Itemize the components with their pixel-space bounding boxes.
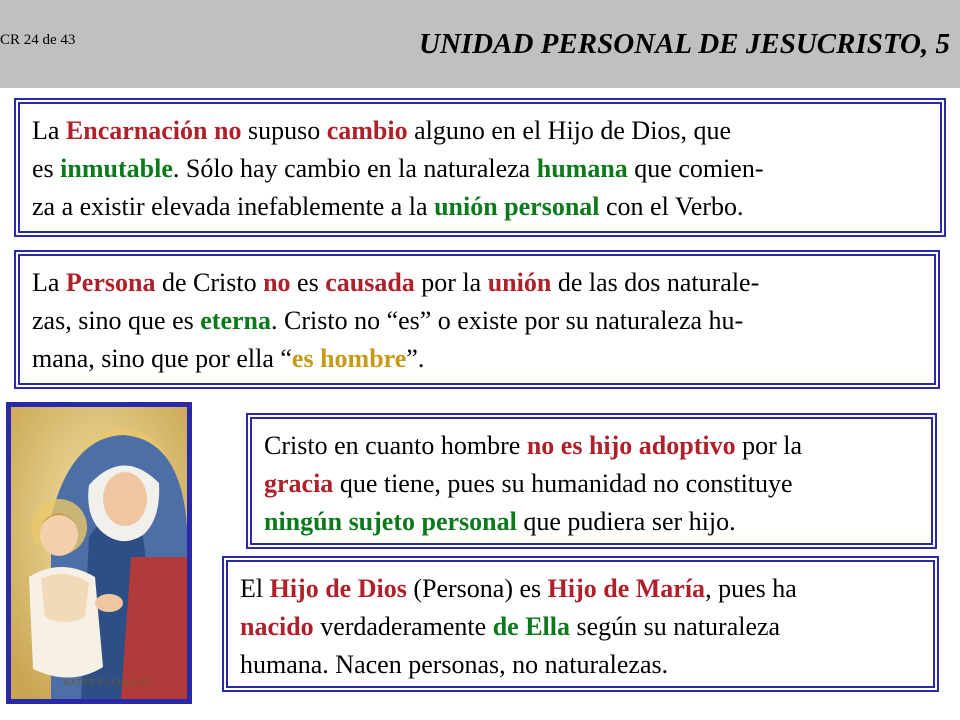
highlight-es-hombre: es hombre: [291, 344, 407, 373]
highlight-hijo-de-maria: Hijo de María: [547, 574, 706, 603]
text-segment: por la: [414, 268, 488, 297]
highlight-union-personal: unión personal: [434, 192, 600, 221]
highlight-persona: Persona: [65, 268, 156, 297]
text-segment: , pues ha: [705, 574, 797, 603]
text-line: [32, 112, 940, 150]
text-segment: que tiene, pues su humanidad no constituye: [333, 469, 793, 498]
highlight-encarnacion-no: Encarnación no: [65, 116, 242, 145]
highlight-causada: causada: [325, 268, 415, 297]
slide-counter: CR 24 de 43: [0, 32, 76, 48]
slide-header: [0, 0, 960, 88]
text-segment: . Cristo no “es” o existe por su naturaleza hu-: [271, 306, 744, 335]
text-segment: según su naturaleza: [570, 612, 781, 641]
text-line: [240, 646, 933, 684]
text-line: [32, 340, 934, 378]
text-segment: mana, sino que por ella “: [32, 344, 292, 373]
text-line: [32, 150, 940, 188]
text-line: [32, 302, 934, 340]
highlight-humana: humana: [536, 154, 628, 183]
text-box-hijo-adoptivo: [246, 413, 937, 549]
madonna-child-illustration: [11, 407, 187, 699]
text-segment: verdaderamente: [313, 612, 493, 641]
highlight-no: no: [263, 268, 291, 297]
highlight-nacido: nacido: [240, 612, 314, 641]
text-line: [264, 427, 931, 465]
highlight-eterna: eterna: [200, 306, 271, 335]
text-line: [264, 465, 931, 503]
text-segment: alguno en el Hijo de Dios, que: [407, 116, 732, 145]
highlight-union: unión: [487, 268, 552, 297]
highlight-inmutable: inmutable: [60, 154, 173, 183]
text-segment: que pudiera ser hijo.: [516, 507, 736, 536]
madonna-child-image: [6, 402, 192, 704]
text-box-encarnacion: [14, 98, 946, 237]
text-segment: es: [290, 268, 326, 297]
highlight-cambio: cambio: [326, 116, 408, 145]
text-segment: zas, sino que es: [32, 306, 201, 335]
highlight-no-es-hijo-adoptivo: no es hijo adoptivo: [526, 431, 736, 460]
highlight-ningun-sujeto-personal: ningún sujeto personal: [264, 507, 517, 536]
text-segment: es: [32, 154, 61, 183]
text-segment: por la: [735, 431, 803, 460]
text-segment: za a existir elevada inefablemente a la: [32, 192, 435, 221]
text-segment: ”.: [406, 344, 425, 373]
text-line: [32, 264, 934, 302]
text-line: [240, 570, 933, 608]
text-segment: que comien-: [627, 154, 764, 183]
text-segment: La: [32, 268, 66, 297]
highlight-gracia: gracia: [264, 469, 334, 498]
text-segment: . Sólo hay cambio en la naturaleza: [172, 154, 537, 183]
text-segment: El: [240, 574, 270, 603]
image-caption: MATER ECCLESIAE: [63, 678, 153, 687]
text-line: [240, 608, 933, 646]
text-segment: La: [32, 116, 66, 145]
text-segment: supuso: [241, 116, 327, 145]
text-segment: de las dos naturale-: [551, 268, 760, 297]
highlight-hijo-de-dios: Hijo de Dios: [269, 574, 407, 603]
text-segment: humana. Nacen personas, no naturalezas.: [240, 650, 669, 679]
text-box-persona: [14, 250, 940, 389]
text-segment: Cristo en cuanto hombre: [264, 431, 527, 460]
text-line: [32, 188, 940, 226]
text-box-hijo-de-maria: [222, 556, 939, 692]
highlight-de-ella: de Ella: [492, 612, 570, 641]
text-line: [264, 503, 931, 541]
text-segment: de Cristo: [155, 268, 264, 297]
slide-title: UNIDAD PERSONAL DE JESUCRISTO, 5: [419, 28, 950, 60]
text-segment: con el Verbo.: [599, 192, 744, 221]
text-segment: (Persona) es: [406, 574, 548, 603]
